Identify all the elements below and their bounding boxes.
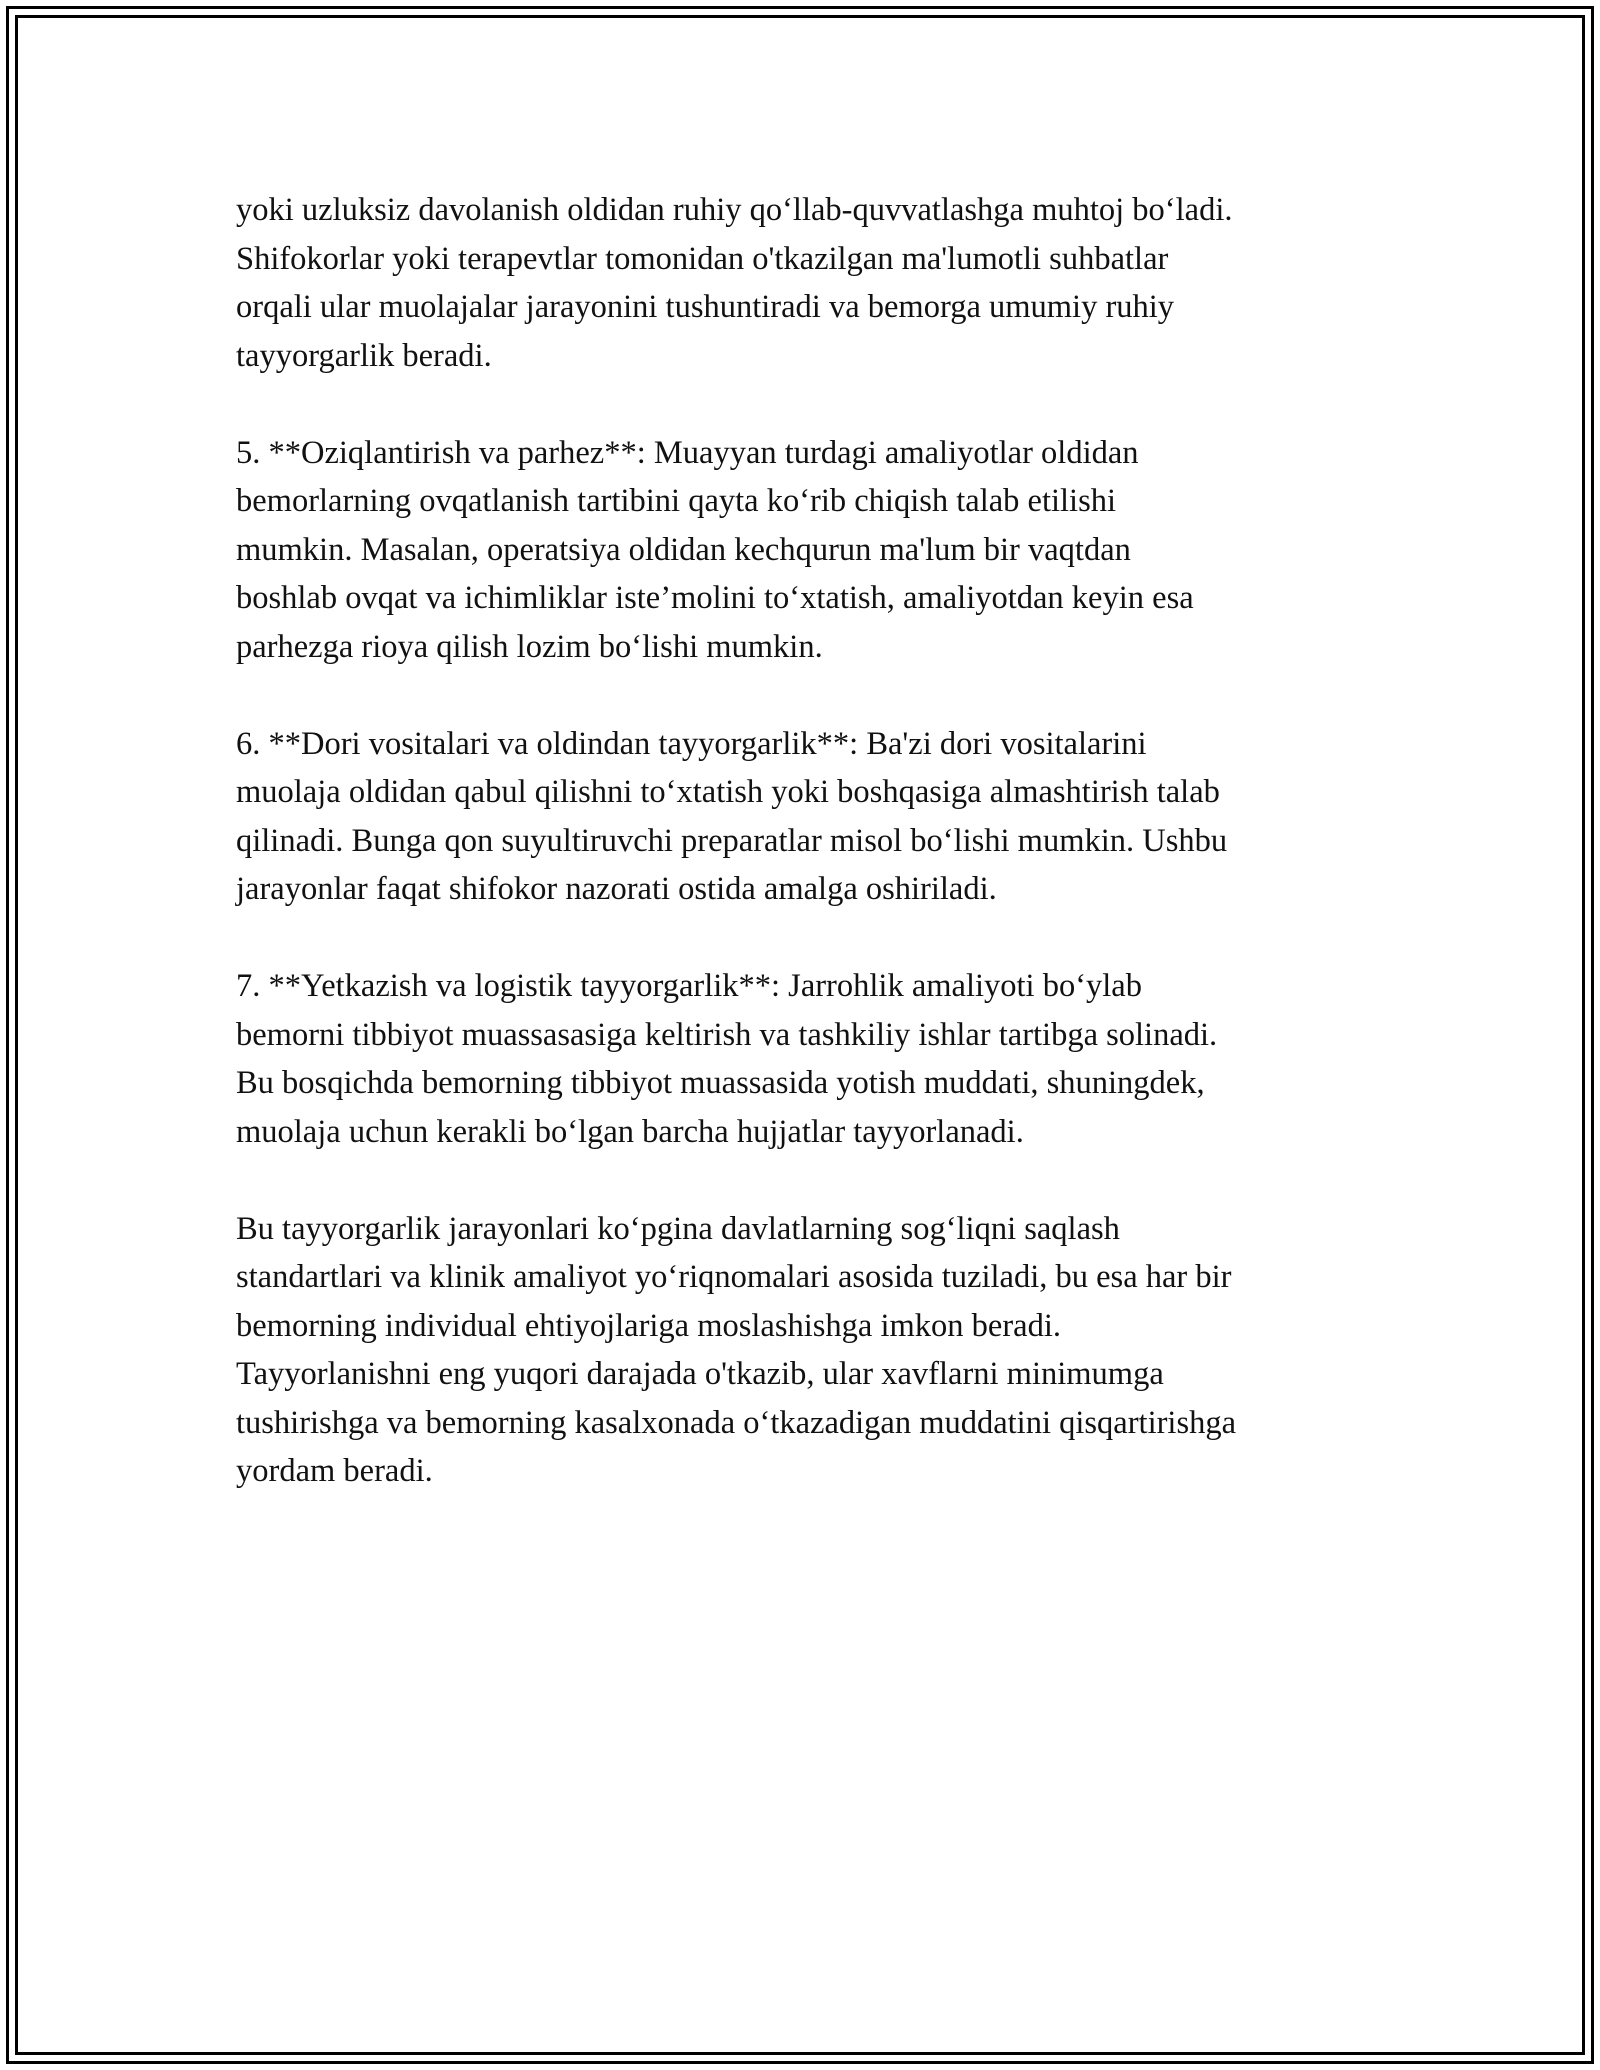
text-line: 7. **Yetkazish va logistik tayyorgarlik**: Jarrohlik amaliyoti bo‘ylab [236, 968, 1142, 1004]
text-line: qilinadi. Bunga qon suyultiruvchi preparatlar misol bo‘lishi mumkin. Ushbu [236, 822, 1228, 859]
text-line: yoki uzluksiz davolanish oldidan ruhiy qo‘llab-quvvatlashga muhtoj bo‘ladi. [236, 192, 1233, 228]
text-line: mumkin. Masalan, operatsiya oldidan kechqurun ma'lum bir vaqtdan [236, 531, 1131, 568]
text-line: Bu tayyorgarlik jarayonlari ko‘pgina davlatlarning sog‘liqni saqlash [236, 1210, 1120, 1247]
text-line: muolaja uchun kerakli bo‘lgan barcha hujjatlar tayyorlanadi. [236, 1113, 1024, 1150]
text-line: muolaja oldidan qabul qilishni to‘xtatish yoki boshqasiga almashtirish talab [236, 774, 1220, 810]
paragraph-psychological-support [236, 186, 1386, 380]
text-line: tayyorgarlik beradi. [236, 337, 492, 374]
text-line: yordam beradi. [236, 1453, 433, 1489]
paragraph-item-6-medications [236, 720, 1386, 914]
text-line: jarayonlar faqat shifokor nazorati ostida amalga oshiriladi. [236, 871, 997, 907]
text-line: 6. **Dori vositalari va oldindan tayyorgarlik**: Ba'zi dori vositalarini [236, 725, 1147, 762]
paragraph-item-7-logistics [236, 962, 1386, 1156]
text-line: Bu bosqichda bemorning tibbiyot muassasida yotish muddati, shuningdek, [236, 1065, 1205, 1101]
text-line: bemorning individual ehtiyojlariga moslashishga imkon beradi. [236, 1307, 1061, 1344]
text-line: parhezga rioya qilish lozim bo‘lishi mumkin. [236, 628, 823, 665]
text-line: standartlari va klinik amaliyot yo‘riqnomalari asosida tuziladi, bu esa har bir [236, 1259, 1232, 1295]
text-line: bemorlarning ovqatlanish tartibini qayta ko‘rib chiqish talab etilishi [236, 483, 1117, 519]
text-line: Tayyorlanishni eng yuqori darajada o'tkazib, ular xavflarni minimumga [236, 1356, 1164, 1392]
text-line: orqali ular muolajalar jarayonini tushuntiradi va bemorga umumiy ruhiy [236, 289, 1175, 325]
text-line: 5. **Oziqlantirish va parhez**: Muayyan turdagi amaliyotlar oldidan [236, 434, 1139, 471]
paragraph-conclusion [236, 1205, 1386, 1496]
paragraph-item-5-nutrition [236, 429, 1386, 672]
document-body [236, 186, 1386, 1496]
text-line: bemorni tibbiyot muassasasiga keltirish va tashkiliy ishlar tartibga solinadi. [236, 1016, 1218, 1053]
text-line: boshlab ovqat va ichimliklar iste’molini to‘xtatish, amaliyotdan keyin esa [236, 580, 1194, 616]
text-line: tushirishga va bemorning kasalxonada o‘tkazadigan muddatini qisqartirishga [236, 1404, 1237, 1441]
text-line: Shifokorlar yoki terapevtlar tomonidan o'tkazilgan ma'lumotli suhbatlar [236, 240, 1169, 277]
